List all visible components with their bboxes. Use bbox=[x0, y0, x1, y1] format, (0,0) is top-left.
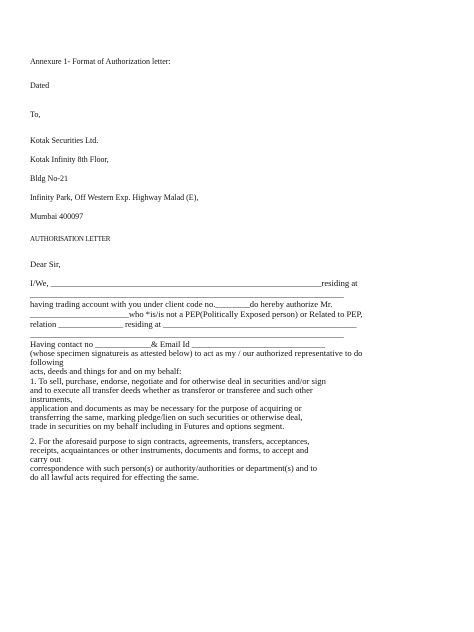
point-2-line: receipts, acquaintances or other instruments, documents and forms, to accept and bbox=[30, 445, 309, 455]
salutation: Dear Sir, bbox=[30, 259, 61, 269]
dated-label: Dated bbox=[30, 81, 50, 90]
body-line: relation _______________ residing at _____________________________________________ bbox=[30, 319, 357, 329]
address-company: Kotak Securities Ltd. bbox=[30, 136, 99, 145]
body-line: _________________________________________________________________________ bbox=[30, 329, 344, 339]
point-2-line: 2. For the aforesaid purpose to sign contracts, agreements, transfers, acceptances, bbox=[30, 436, 310, 446]
point-2-line: carry out bbox=[30, 454, 61, 464]
body-line: _______________________who *is/is not a PEP(Politically Exposed person) or Related to PEP, bbox=[30, 309, 363, 319]
point-1-line: and to execute all transfer deeds whether as transferor or transferee and such other bbox=[30, 385, 313, 395]
to-label: To, bbox=[30, 110, 41, 119]
body-line: acts, deeds and things for and on my behalf: bbox=[30, 366, 182, 376]
point-2-line: correspondence with such person(s) or authority/authorities or department(s) and to bbox=[30, 463, 318, 473]
point-1-line: 1. To sell, purchase, endorse, negotiate and for otherwise deal in securities and/or sign bbox=[30, 376, 326, 386]
address-city: Mumbai 400097 bbox=[30, 212, 84, 221]
address-street: Infinity Park, Off Western Exp. Highway Malad (E), bbox=[30, 193, 199, 202]
body-line: I/We, _______________________________________________________________residing at bbox=[30, 278, 358, 288]
address-building: Kotak Infinity 8th Floor, bbox=[30, 155, 109, 164]
body-line: Having contact no _____________& Email Id _______________________________ bbox=[30, 339, 326, 349]
letter-title: AUTHORISATION LETTER bbox=[30, 235, 111, 243]
point-1-line: transferring the same, marking pledge/lien on such securities or otherwise deal, bbox=[30, 412, 303, 422]
body-line: (whose specimen signatureis as attested below) to act as my / our authorized representative to do bbox=[30, 348, 363, 358]
point-1-line: trade in securities on my behalf including in Futures and options segment. bbox=[30, 421, 285, 431]
body-line: _________________________________________________________________________ bbox=[30, 289, 344, 299]
address-bldg-no: Bldg No-21 bbox=[30, 174, 68, 183]
body-line: having trading account with you under client code no.________do hereby authorize Mr. bbox=[30, 299, 333, 309]
annexure-heading: Annexure 1- Format of Authorization letter: bbox=[30, 57, 171, 66]
point-2-line: do all lawful acts required for effecting the same. bbox=[30, 472, 200, 482]
point-1-line: instruments, bbox=[30, 394, 73, 404]
point-1-line: application and documents as may be necessary for the purpose of acquiring or bbox=[30, 403, 302, 413]
body-line: following bbox=[30, 357, 64, 367]
